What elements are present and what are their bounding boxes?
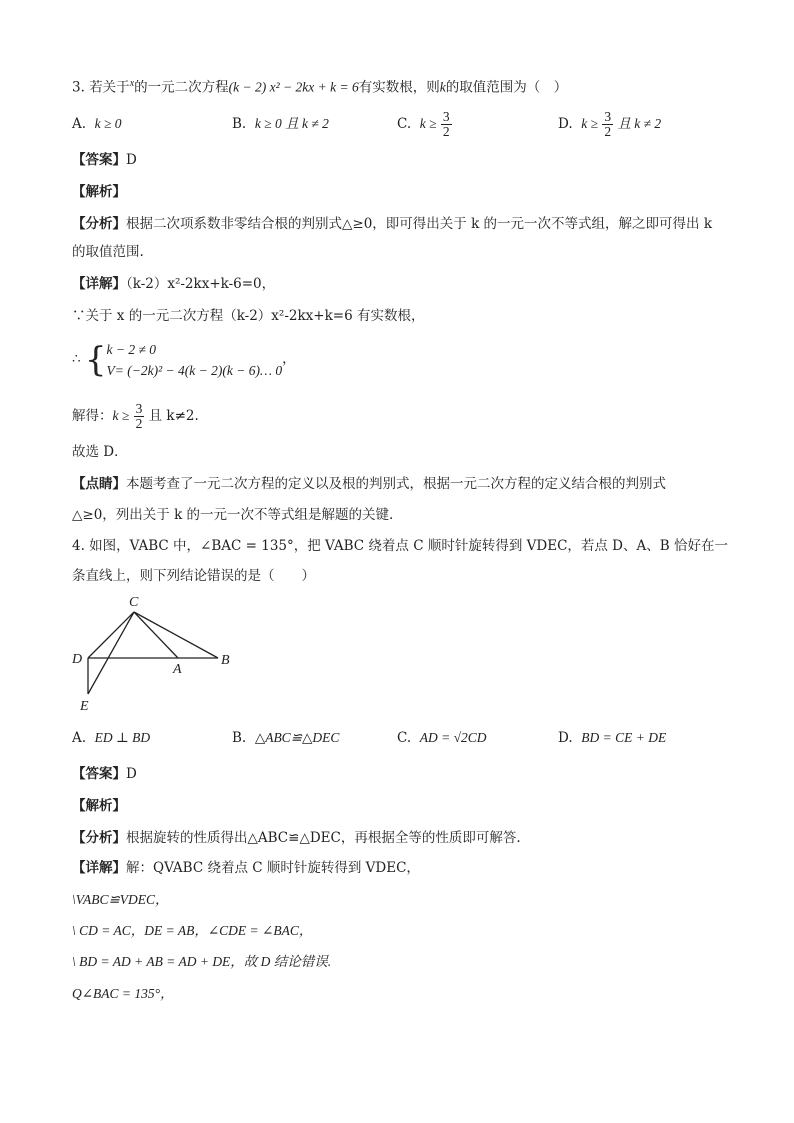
line-CE [88, 612, 134, 694]
xiangjie-tag: 【详解】 [72, 860, 126, 876]
system-line-2: V= (−2k)² − 4(k − 2)(k − 6)… 0 [106, 362, 283, 378]
q4-option-a [72, 728, 150, 748]
xiangjie-text-2: ∵关于 x 的一元二次方程（k-2）x²-2kx+k=6 有实数根， [72, 308, 425, 324]
q4-option-c [397, 728, 487, 748]
option-label: D. [558, 116, 573, 132]
option-text: BD = CE + DE [581, 730, 667, 745]
line-CB [134, 612, 218, 658]
analysis-tag: 【解析】 [72, 798, 126, 814]
q3-stem [72, 74, 567, 98]
fenxi-tag: 【分析】 [72, 216, 126, 232]
line-CD [88, 612, 134, 658]
label-B: B [221, 653, 230, 668]
q4-stem-line-1: 4. 如图，VABC 中，∠BAC = 135°，把 VABC 绕着点 C 顺时针旋转得到 VDEC，若点 D、A、B 恰好在一 [72, 538, 728, 554]
q4-proof-line-2 [72, 890, 169, 910]
numerator: 3 [604, 109, 612, 124]
choose-text: 故选 D． [72, 444, 128, 460]
q4-proof-line-3 [72, 921, 312, 941]
q3-choose [72, 442, 128, 462]
answer-value: D [126, 152, 137, 168]
q3-dianjing-cont [72, 505, 393, 525]
q3-answer [72, 150, 137, 170]
q3-option-b [232, 114, 329, 134]
left-brace: { [84, 339, 107, 380]
solution-post: 且 k≠2. [148, 408, 199, 424]
triangle-figure [66, 590, 246, 715]
denominator: 2 [135, 416, 143, 431]
system-end: ， [282, 351, 296, 367]
q4-option-d [558, 728, 666, 748]
q4-fenxi [72, 828, 521, 848]
label-D: D [72, 652, 83, 667]
q3-stem-a: 若关于 [89, 79, 130, 96]
q3-option-a [72, 114, 122, 134]
q3-solution [72, 396, 199, 436]
system-line-1: k − 2 ≠ 0 [106, 341, 157, 357]
q3-stem-k: k [439, 79, 446, 95]
proof-text: \ CD = AC，DE = AB，∠CDE = ∠BAC， [72, 923, 313, 938]
option-label: A. [72, 730, 87, 746]
fenxi-text-2: 的取值范围. [72, 244, 144, 260]
q4-xiangjie [72, 858, 420, 878]
q4-analysis-heading [72, 796, 126, 816]
q3-xiangjie [72, 274, 275, 294]
q3-xiangjie-2 [72, 306, 424, 326]
option-text: △ABC≌△DEC [254, 730, 340, 745]
option-label: B. [232, 116, 247, 132]
fraction [134, 402, 145, 431]
option-text: k ≥ 0 [94, 116, 122, 131]
dianjing-text: 本题考查了一元二次方程的定义以及根的判别式，根据一元二次方程的定义结合根的判别式 [126, 476, 666, 492]
fenxi-tag: 【分析】 [72, 830, 126, 846]
proof-text: \ BD = AD + AB = AD + DE，故 D 结论错误. [72, 954, 332, 969]
answer-tag: 【答案】 [72, 766, 126, 782]
fenxi-text: 根据旋转的性质得出△ABC≌△DEC，再根据全等的性质即可解答. [126, 830, 521, 846]
option-text: AD = √2CD [419, 730, 487, 745]
xiangjie-text: （k-2）x²-2kx+k-6=0， [126, 276, 276, 292]
fraction [441, 110, 452, 139]
q4-stem-cont [72, 566, 315, 586]
q4-answer [72, 764, 137, 784]
dianjing-text-2: △≥0，列出关于 k 的一元一次不等式组是解题的关键. [72, 507, 394, 523]
solution-prefix: 解得： [72, 408, 113, 424]
q3-equation: (k − 2) x² − 2kx + k = 6 [228, 79, 359, 95]
q4-option-b [232, 728, 339, 748]
fenxi-text: 根据二次项系数非零结合根的判别式△≥0，即可得出关于 k 的一元一次不等式组，解之即可得出 k [126, 216, 713, 232]
numerator: 3 [442, 109, 450, 124]
q3-stem-d: 的取值范围为（ ） [445, 79, 568, 96]
option-label: C. [397, 116, 412, 132]
therefore-symbol: ∴ [72, 351, 81, 367]
q4-stem-line-2: 条直线上，则下列结论错误的是（ ） [72, 568, 315, 584]
q3-system [72, 336, 296, 382]
xiangjie-tag: 【详解】 [72, 276, 126, 292]
q3-stem-var: x [129, 78, 135, 89]
option-text: k ≥ [419, 116, 437, 131]
denominator: 2 [604, 124, 612, 139]
proof-text: Q∠BAC = 135°， [72, 986, 174, 1001]
label-E: E [80, 699, 89, 714]
option-text-post: 且 k ≠ 2 [617, 116, 662, 131]
q3-stem-c: 有实数根，则 [358, 79, 440, 96]
fraction [602, 110, 613, 139]
q3-dianjing [72, 474, 666, 494]
q4-stem [72, 536, 728, 556]
option-label: A. [72, 116, 87, 132]
label-A: A [173, 662, 182, 677]
q3-analysis-heading [72, 182, 126, 202]
option-text: k ≥ [581, 116, 599, 131]
q3-number: 3. [72, 79, 85, 96]
dianjing-tag: 【点睛】 [72, 476, 126, 492]
answer-tag: 【答案】 [72, 152, 126, 168]
option-label: C. [397, 730, 412, 746]
solution-k: k ≥ [112, 408, 130, 423]
q3-fenxi-cont [72, 242, 144, 262]
proof-text: \VABC≌VDEC， [72, 892, 169, 907]
option-text: ED ⊥ BD [94, 730, 151, 745]
analysis-tag: 【解析】 [72, 184, 126, 200]
xiangjie-text: 解：QVABC 绕着点 C 顺时针旋转得到 VDEC， [126, 860, 420, 876]
q3-fenxi [72, 214, 712, 234]
option-label: D. [558, 730, 573, 746]
denominator: 2 [442, 124, 450, 139]
numerator: 3 [135, 401, 143, 416]
inequality-system [107, 339, 283, 381]
q4-proof-line-5 [72, 984, 174, 1004]
label-C: C [129, 595, 139, 610]
answer-value: D [126, 766, 137, 782]
q3-option-c [397, 104, 452, 144]
option-label: B. [232, 730, 247, 746]
line-CA [134, 612, 178, 658]
option-text: k ≥ 0 且 k ≠ 2 [254, 116, 329, 131]
q3-option-d [558, 104, 661, 144]
q3-stem-b: 的一元二次方程 [134, 79, 229, 96]
q4-proof-line-4 [72, 952, 331, 972]
